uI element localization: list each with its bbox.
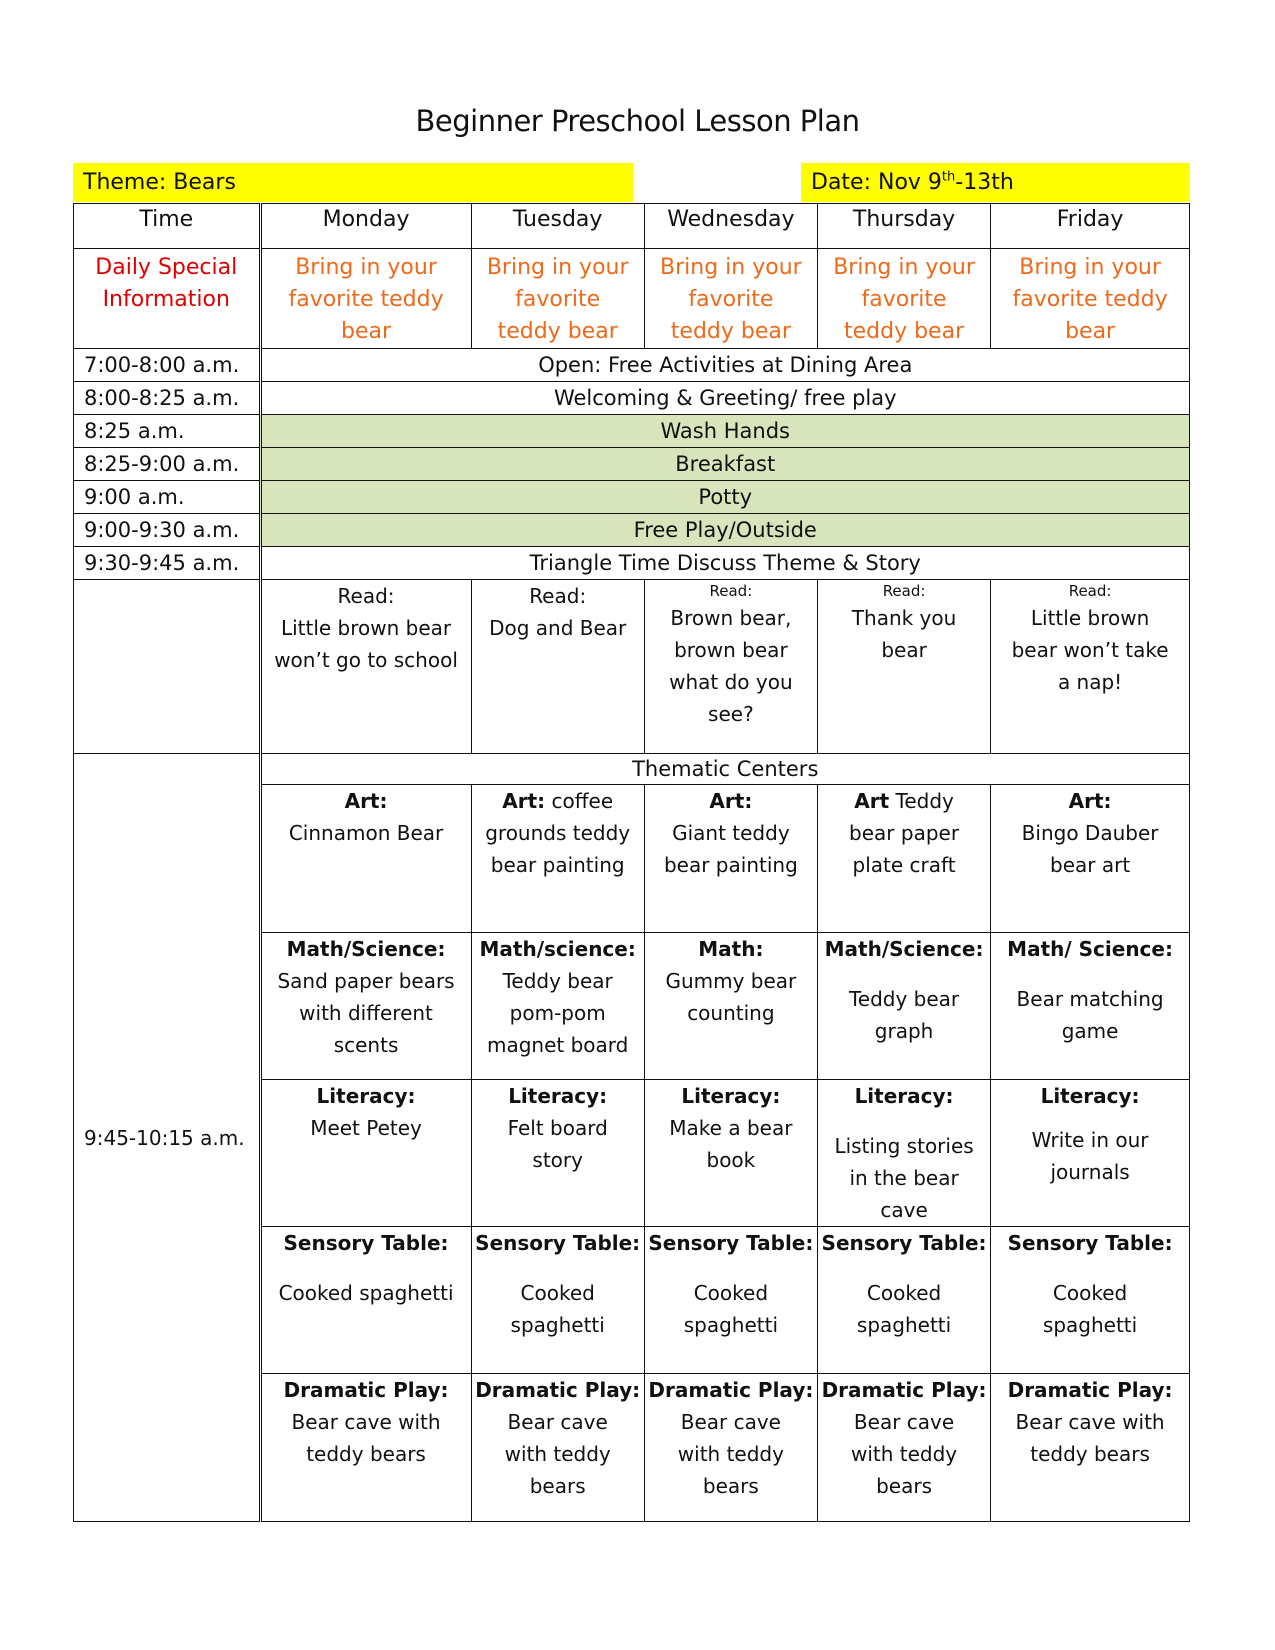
schedule-row [74, 415, 1190, 448]
schedule-time: 9:00 a.m. [74, 481, 261, 514]
art-wednesday: Art: Giant teddy bear painting [644, 785, 817, 933]
theme-banner [73, 163, 633, 202]
art-tuesday: Art: coffee grounds teddy bear painting [471, 785, 644, 933]
header-thursday: Thursday [817, 204, 990, 249]
special-row [74, 249, 1190, 349]
centers-title: Thematic Centers [260, 754, 1190, 785]
sensory-thursday: Sensory Table: Cooked spaghetti [817, 1227, 990, 1374]
special-thursday: Bring in your favorite teddy bear [817, 249, 990, 349]
literacy-wednesday: Literacy: Make a bear book [644, 1080, 817, 1227]
header-tuesday: Tuesday [471, 204, 644, 249]
schedule-row [74, 349, 1190, 382]
read-monday: Read: Little brown bear won’t go to school [260, 580, 471, 754]
schedule-time: 8:00-8:25 a.m. [74, 382, 261, 415]
schedule-activity: Welcoming & Greeting/ free play [260, 382, 1190, 415]
special-info-label: Daily Special Information [74, 249, 261, 349]
math-monday: Math/Science: Sand paper bears with different scents [260, 933, 471, 1080]
dramatic-monday: Dramatic Play: Bear cave with teddy bears [260, 1374, 471, 1522]
special-wednesday: Bring in your favorite teddy bear [644, 249, 817, 349]
header-row [74, 204, 1190, 249]
read-friday: Read: Little brown bear won’t take a nap! [991, 580, 1190, 754]
math-thursday: Math/Science: Teddy bear graph [817, 933, 990, 1080]
date-label: Date: Nov 9th-13th [811, 169, 1014, 195]
dramatic-thursday: Dramatic Play: Bear cave with teddy bears [817, 1374, 990, 1522]
math-friday: Math/ Science: Bear matching game [991, 933, 1190, 1080]
special-tuesday: Bring in your favorite teddy bear [471, 249, 644, 349]
date-banner [801, 163, 1190, 202]
schedule-row [74, 481, 1190, 514]
art-monday: Art: Cinnamon Bear [260, 785, 471, 933]
art-friday: Art: Bingo Dauber bear art [991, 785, 1190, 933]
read-row [74, 580, 1190, 754]
sensory-wednesday: Sensory Table: Cooked spaghetti [644, 1227, 817, 1374]
schedule-row [74, 547, 1190, 580]
schedule-time: 9:30-9:45 a.m. [74, 547, 261, 580]
literacy-thursday: Literacy: Listing stories in the bear cave [817, 1080, 990, 1227]
read-time [74, 580, 261, 754]
sensory-friday: Sensory Table: Cooked spaghetti [991, 1227, 1190, 1374]
schedule-activity: Breakfast [260, 448, 1190, 481]
header-monday: Monday [260, 204, 471, 249]
lesson-plan-table [73, 203, 1190, 1522]
literacy-monday: Literacy: Meet Petey [260, 1080, 471, 1227]
schedule-time: 8:25-9:00 a.m. [74, 448, 261, 481]
read-tuesday: Read: Dog and Bear [471, 580, 644, 754]
schedule-activity: Triangle Time Discuss Theme & Story [260, 547, 1190, 580]
literacy-tuesday: Literacy: Felt board story [471, 1080, 644, 1227]
schedule-row [74, 448, 1190, 481]
schedule-activity: Potty [260, 481, 1190, 514]
centers-time: 9:45-10:15 a.m. [74, 754, 261, 1522]
schedule-activity: Free Play/Outside [260, 514, 1190, 547]
literacy-friday: Literacy: Write in our journals [991, 1080, 1190, 1227]
read-wednesday: Read: Brown bear, brown bear what do you see? [644, 580, 817, 754]
special-monday: Bring in your favorite teddy bear [260, 249, 471, 349]
theme-label: Theme: Bears [83, 170, 236, 195]
sensory-tuesday: Sensory Table: Cooked spaghetti [471, 1227, 644, 1374]
centers-title-row [74, 754, 1190, 785]
math-tuesday: Math/science: Teddy bear pom-pom magnet board [471, 933, 644, 1080]
math-wednesday: Math: Gummy bear counting [644, 933, 817, 1080]
read-thursday: Read: Thank you bear [817, 580, 990, 754]
schedule-row [74, 382, 1190, 415]
dramatic-wednesday: Dramatic Play: Bear cave with teddy bears [644, 1374, 817, 1522]
page-title: Beginner Preschool Lesson Plan [415, 104, 860, 138]
schedule-activity: Wash Hands [260, 415, 1190, 448]
header-wednesday: Wednesday [644, 204, 817, 249]
schedule-time: 7:00-8:00 a.m. [74, 349, 261, 382]
special-friday: Bring in your favorite teddy bear [991, 249, 1190, 349]
schedule-activity: Open: Free Activities at Dining Area [260, 349, 1190, 382]
header-time: Time [74, 204, 261, 249]
schedule-row [74, 514, 1190, 547]
dramatic-friday: Dramatic Play: Bear cave with teddy bears [991, 1374, 1190, 1522]
art-thursday: Art Teddy bear paper plate craft [817, 785, 990, 933]
schedule-time: 8:25 a.m. [74, 415, 261, 448]
sensory-monday: Sensory Table: Cooked spaghetti [260, 1227, 471, 1374]
dramatic-tuesday: Dramatic Play: Bear cave with teddy bears [471, 1374, 644, 1522]
header-friday: Friday [991, 204, 1190, 249]
schedule-time: 9:00-9:30 a.m. [74, 514, 261, 547]
